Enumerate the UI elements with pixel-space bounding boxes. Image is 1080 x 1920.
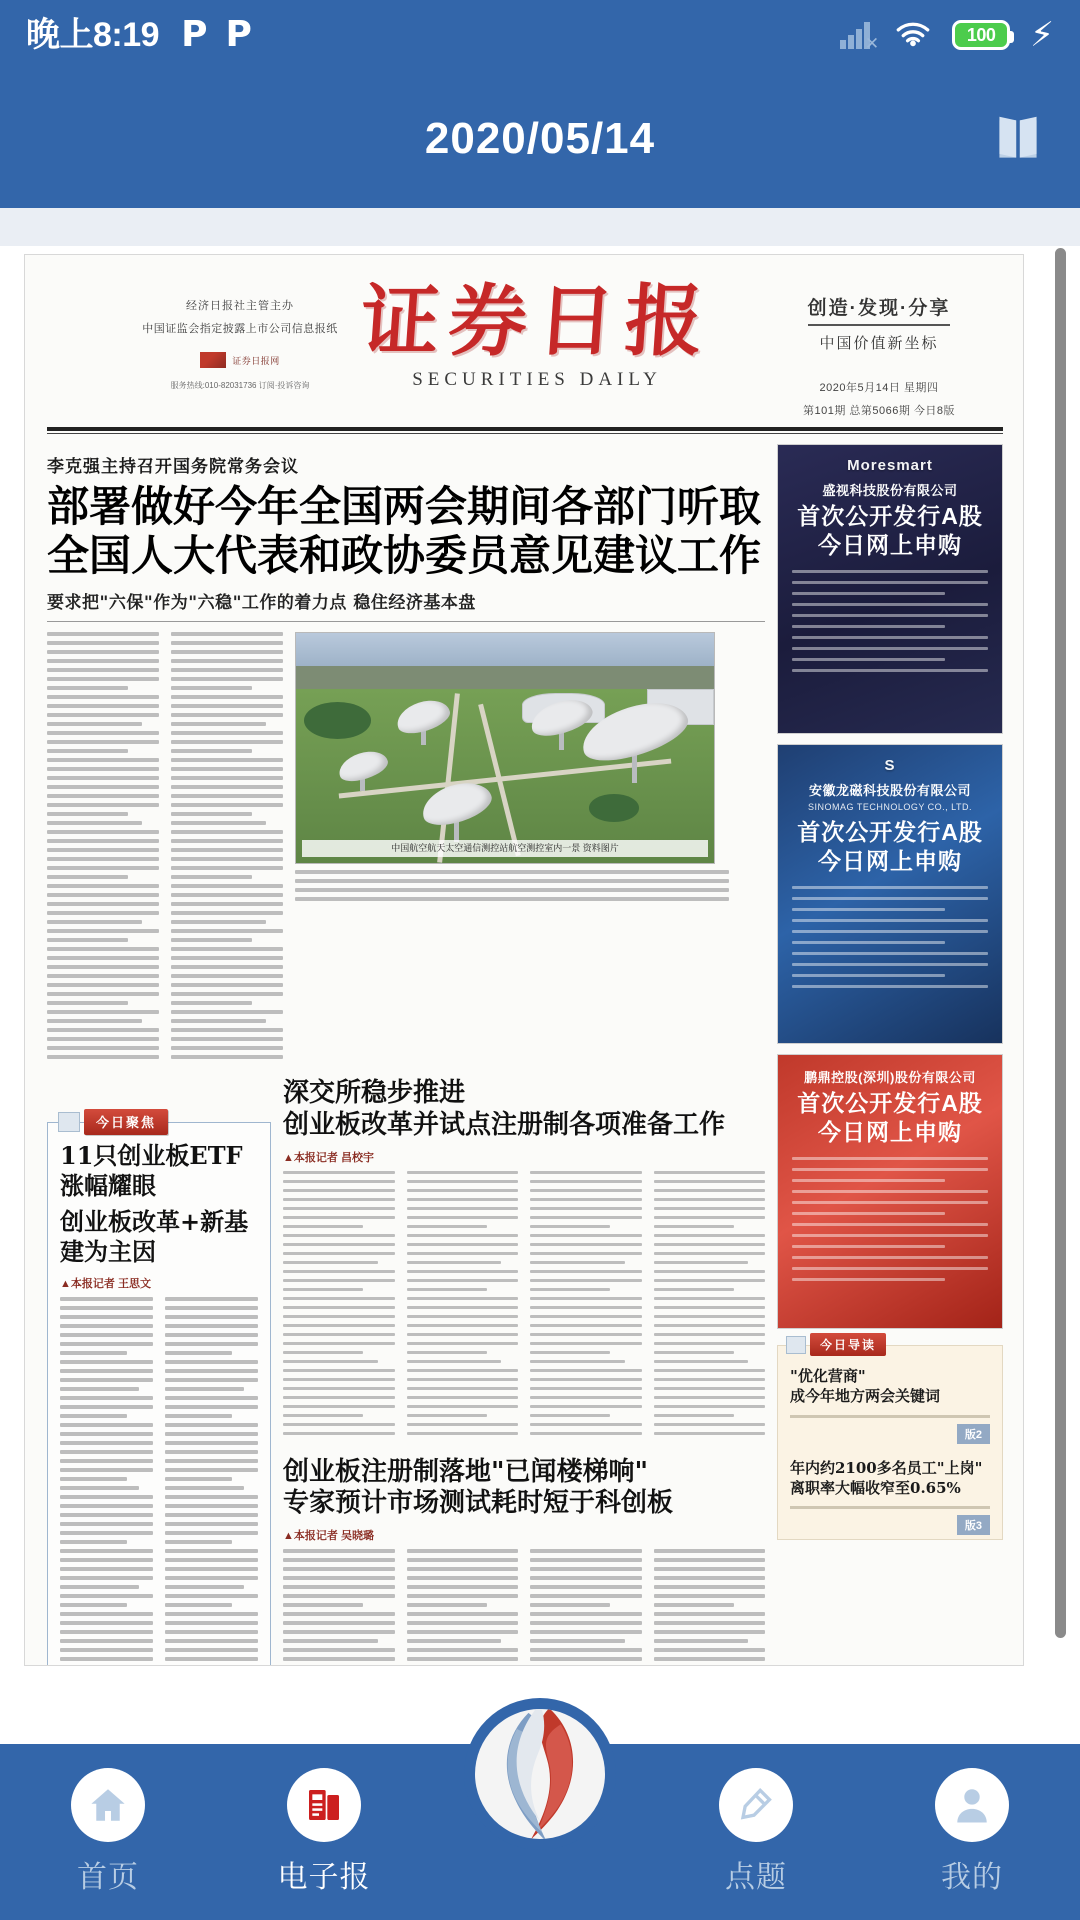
masthead-title-cn: 证券日报 [357,276,717,367]
masthead-slogan-block [759,293,999,418]
ad-2-company-en: SINOMAG TECHNOLOGY CO., LTD. [807,802,973,812]
story-3-text-lines [283,1549,395,1666]
header-divider-band [0,208,1080,246]
masthead-date-line: 2020年5月14日 星期四 [819,382,939,394]
masthead-slogan-1: 创造·发现·分享 [808,293,951,326]
focus-tag-icon [58,1112,80,1132]
story-2-text-lines-3 [530,1171,642,1436]
pen-icon-wrapper [719,1768,793,1842]
book-catalog-icon [992,113,1044,165]
photo-caption: 中国航空航天太空通信测控站航空测控室内一景 资料图片 [302,840,708,858]
photo-satellite-dish-2 [530,702,593,753]
guide-box-tag [786,1333,886,1356]
ad-2-company: 安徽龙磁科技股份有限公司 [808,783,971,798]
focus-box-headline-line-1: 11只创业板ETF涨幅耀眼 [60,1141,243,1200]
tab-topic-label: 点题 [725,1861,787,1894]
newspaper-body [47,444,1003,1644]
guide-item-title-1: "优化营商" [790,1367,866,1385]
pen-icon [736,1785,776,1825]
vertical-scrollbar[interactable] [1055,248,1066,1638]
ad-ipo-1[interactable] [777,444,1003,734]
newspaper-masthead [47,273,1003,423]
lead-story-photo[interactable] [295,632,715,864]
story-2-text-lines-2 [407,1171,519,1436]
focus-box-tag [58,1109,168,1135]
ad-3-line-1: 首次公开发行A股 [797,1090,983,1116]
ad-1-line-1: 首次公开发行A股 [797,503,983,529]
battery-icon [952,20,1010,50]
status-bar-system-icons [840,18,1054,52]
person-icon [951,1784,993,1826]
newspaper-icon-wrapper [287,1768,361,1842]
ad-1-logo: Moresmart [847,457,933,474]
story-3[interactable] [283,1457,765,1666]
lead-story-headline-line-2: 全国人大代表和政协委员意见建议工作 [47,530,762,580]
photo-trees-2 [589,794,639,822]
guide-item[interactable] [790,1366,990,1441]
guide-item-page-badge: 版2 [957,1424,990,1444]
newspaper-scroll-area[interactable] [0,246,1080,1690]
ad-2-details [788,886,992,988]
focus-box-headline-line-2: 创业板改革+新基建为主因 [60,1207,249,1266]
story-2-headline-line-1: 深交所稳步推进 [283,1078,466,1109]
status-bar-notification-icons [181,14,252,55]
masthead-rule-thick [47,427,1003,431]
lead-story-rule [47,621,765,622]
wifi-icon [894,20,932,50]
masthead-logo [347,276,727,391]
tab-profile[interactable] [864,1744,1080,1896]
story-2-byline: ▲本报记者 昌校宇 [283,1151,374,1164]
masthead-stamp [125,352,355,368]
story-3-headline-line-1: 创业板注册制落地"已闻楼梯响" [283,1456,649,1487]
masthead-stamp-label: 证券日报网 [232,355,280,366]
status-bar-time: 晚上8:19 [26,16,160,54]
signal-bars-x-icon: ✕ [840,21,874,49]
newspaper-page[interactable] [24,254,1024,1666]
ad-2-line-2: 今日网上申购 [818,847,962,874]
guide-item-title-2: 成今年地方两会关键词 [790,1387,941,1406]
masthead-title-en: SECURITIES DAILY [412,368,662,390]
masthead-issue-line: 第101期 总第5066期 今日8版 [802,405,956,417]
ad-2-logo: S [884,757,896,774]
page-title: 2020/05/14 [424,114,656,163]
photo-satellite-dish-4 [421,785,492,845]
home-icon-wrapper [71,1768,145,1842]
newspaper-ads-column [777,444,1003,1644]
masthead-slogan-2: 中国价值新坐标 [819,335,939,352]
story-3-text-lines-4 [654,1549,766,1666]
body-text-column-2 [171,632,283,1064]
ad-3-company: 鹏鼎控股(深圳)股份有限公司 [804,1070,976,1085]
app-badge-p-icon: P [181,14,208,55]
ad-2-line-1: 首次公开发行A股 [797,819,983,845]
photo-credit-lines [295,870,729,901]
story-2[interactable] [283,1078,765,1440]
lead-story-kicker: 李克强主持召开国务院常务会议 [47,457,299,477]
focus-box-text-lines-2 [165,1297,258,1666]
tab-profile-label: 我的 [941,1861,1003,1894]
body-text-lines [47,632,159,1059]
securities-daily-logo-icon [480,1709,600,1839]
story-2-text-lines [283,1171,395,1436]
guide-box[interactable] [777,1338,1003,1540]
masthead-rule-thin [47,433,1003,434]
story-3-body [283,1549,765,1666]
story-3-text-lines-2 [407,1549,519,1666]
ad-1-line-2: 今日网上申购 [818,531,962,558]
ad-1-details [788,570,992,672]
center-logo-button[interactable] [464,1698,616,1850]
photo-satellite-dish [580,707,689,785]
newspaper-icon [304,1785,344,1825]
masthead-sponsor-line-2: 中国证监会指定披露上市公司信息报纸 [142,323,338,335]
ad-ipo-3[interactable] [777,1054,1003,1329]
guide-item-2-title-1: 年内约2100多名员工"上岗" [790,1458,983,1477]
guide-item-rule [790,1415,990,1418]
app-header [0,70,1080,208]
masthead-sponsor-block [125,297,355,391]
body-text-lines-2 [171,632,283,1059]
battery-percent-label: 100 [966,25,996,45]
story-2-headline-line-2: 创业板改革并试点注册制各项准备工作 [283,1109,726,1140]
lead-story-headline-line-1: 部署做好今年全国两会期间各部门听取 [47,482,762,531]
tab-epaper[interactable] [216,1744,432,1896]
guide-item-2-title-2: 离职率大幅收窄至0.65% [790,1478,961,1497]
story-2-text-lines-4 [654,1171,766,1436]
masthead-contact-line: 服务热线:010-82031736 订阅·投诉咨询 [170,381,310,390]
lead-story-right-block [295,632,729,1064]
story-3-byline: ▲本报记者 吴晓璐 [283,1530,374,1543]
ad-1-company: 盛视科技股份有限公司 [822,483,958,498]
tab-home-label: 首页 [77,1861,139,1894]
ad-ipo-2[interactable] [777,744,1003,1044]
story-3-text-lines-3 [530,1549,642,1666]
photo-satellite-dish-3 [396,702,450,748]
photo-satellite-dish-5 [338,753,388,794]
tab-epaper-label: 电子报 [277,1861,371,1894]
masthead-stamp-icon [200,352,226,368]
guide-item-2-rule [790,1506,990,1509]
person-icon-wrapper [935,1768,1009,1842]
guide-item-2-page-badge: 版3 [957,1515,990,1535]
catalog-button[interactable] [990,111,1046,167]
status-bar [0,0,1080,70]
body-text-column [47,632,159,1064]
focus-box[interactable] [47,1115,271,1666]
lead-story[interactable] [47,452,765,622]
focus-box-body [60,1297,258,1666]
ad-3-details [788,1157,992,1281]
story-3-headline-line-2: 专家预计市场测试耗时短于科创板 [283,1488,674,1518]
newspaper-main-column [47,444,765,1644]
focus-box-text-lines [60,1297,153,1666]
guide-tag-label: 今日导读 [810,1333,886,1356]
tab-home[interactable] [0,1744,216,1896]
lightning-bolt-icon: ⚡ [1030,16,1054,54]
lead-story-subhead: 要求把"六保"作为"六稳"工作的着力点 稳住经济基本盘 [47,593,476,614]
story-2-body [283,1171,765,1441]
guide-tag-icon [786,1336,806,1354]
app-badge-p-icon-2: P [225,14,252,55]
ad-3-line-2: 今日网上申购 [818,1118,962,1145]
masthead-sponsor-line-1: 经济日报社主管主办 [186,300,294,312]
home-icon [87,1784,129,1826]
tab-topic[interactable] [648,1744,864,1896]
lead-story-body [47,632,765,1064]
focus-box-byline: ▲本报记者 王思文 [60,1278,151,1290]
guide-item-2[interactable] [790,1444,990,1532]
focus-tag-label: 今日聚焦 [84,1109,168,1135]
